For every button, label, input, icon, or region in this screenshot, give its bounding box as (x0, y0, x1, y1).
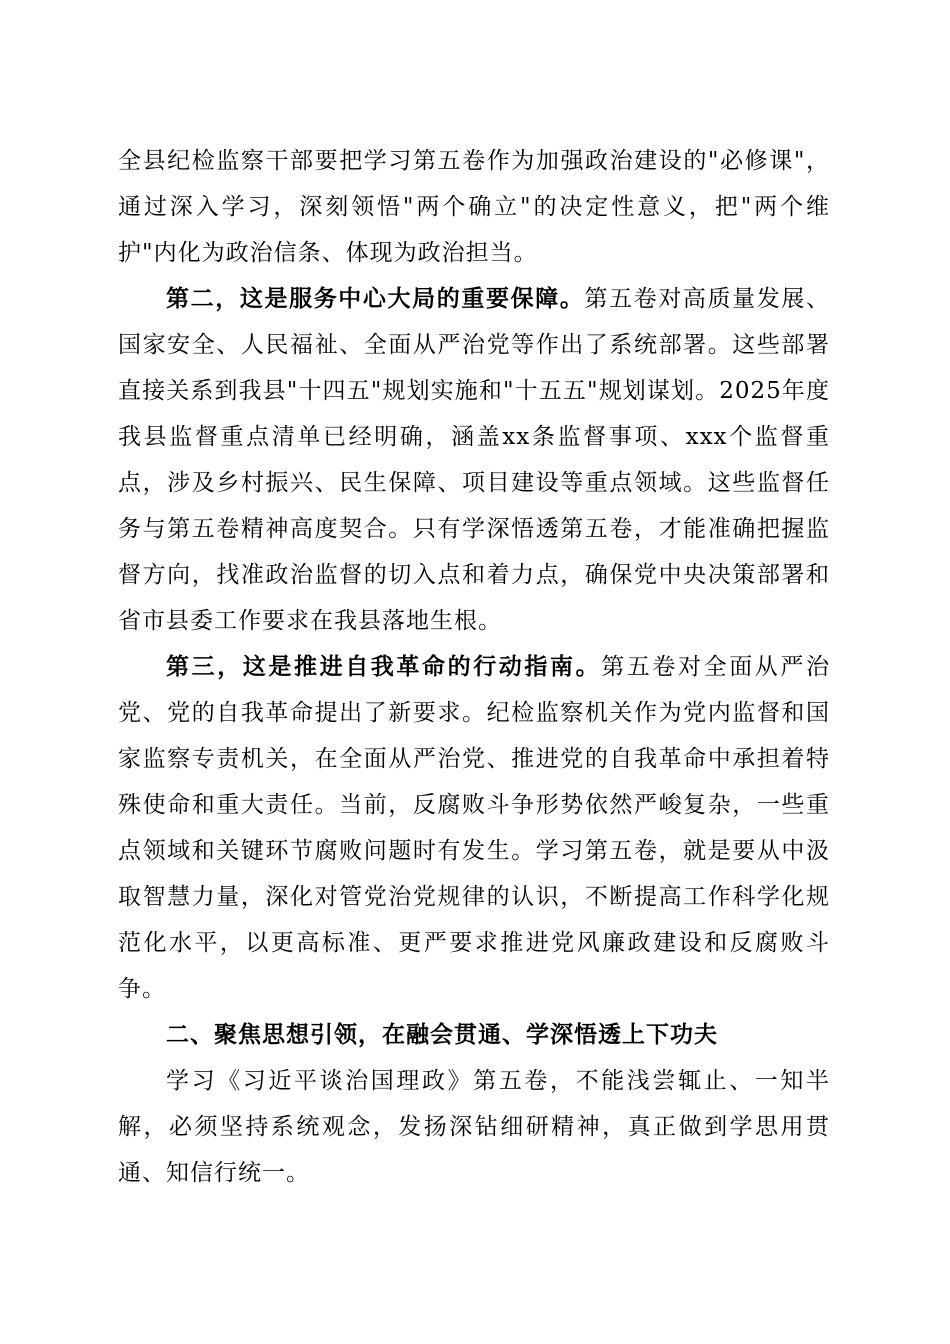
paragraph-third-point (118, 644, 830, 1012)
section-heading: 二、聚焦思想引领，在融会贯通、学深悟透上下功夫 (166, 1022, 718, 1048)
paragraph-text: 第五卷对全面从严治党、党的自我革命提出了新要求。纪检监察机关作为党内监督和国家监察专责机关，在全面从严治党、推进党的自我革命中承担着特殊使命和重大责任。当前，反腐败斗争形势依然严峻复杂，一些重点领域和关键环节腐败问题时有发生。学习第五卷，就是要从中汲取智慧力量，深化对管党治党规律的认识，不断提高工作科学化规范化水平，以更高标准、更严要求推进党风廉政建设和反腐败斗争。 (118, 654, 831, 1002)
paragraph-text: 学习《习近平谈治国理政》第五卷，不能浅尝辄止、一知半解，必须坚持系统观念，发扬深钻细研精神，真正做到学思用贯通、知信行统一。 (118, 1068, 830, 1186)
paragraph-lead: 第二，这是服务中心大局的重要保障。 (166, 285, 585, 312)
paragraph-lead: 第三，这是推进自我革命的行动指南。 (166, 653, 602, 680)
paragraph-text: 第五卷对高质量发展、国家安全、人民福祉、全面从严治党等作出了系统部署。这些部署直接关系到我县"十四五"规划实施和"十五五"规划谋划。2025年度我县监督重点清单已经明确，涵盖xx条监督事项、xxx个监督重点，涉及乡村振兴、民生保障、项目建设等重点领域。这些监督任务与第五卷精神高度契合。只有学深悟透第五卷，才能准确把握监督方向，找准政治监督的切入点和着力点，确保党中央决策部署和省市县委工作要求在我县落地生根。 (118, 286, 831, 634)
paragraph-second-point (118, 276, 830, 644)
paragraph-text: 全县纪检监察干部要把学习第五卷作为加强政治建设的"必修课"，通过深入学习，深刻领悟"两个确立"的决定性意义，把"两个维护"内化为政治信条、体现为政治担当。 (118, 148, 830, 266)
document-body (118, 138, 830, 1196)
paragraph-section-intro (118, 1058, 830, 1196)
paragraph-continuation (118, 138, 830, 276)
